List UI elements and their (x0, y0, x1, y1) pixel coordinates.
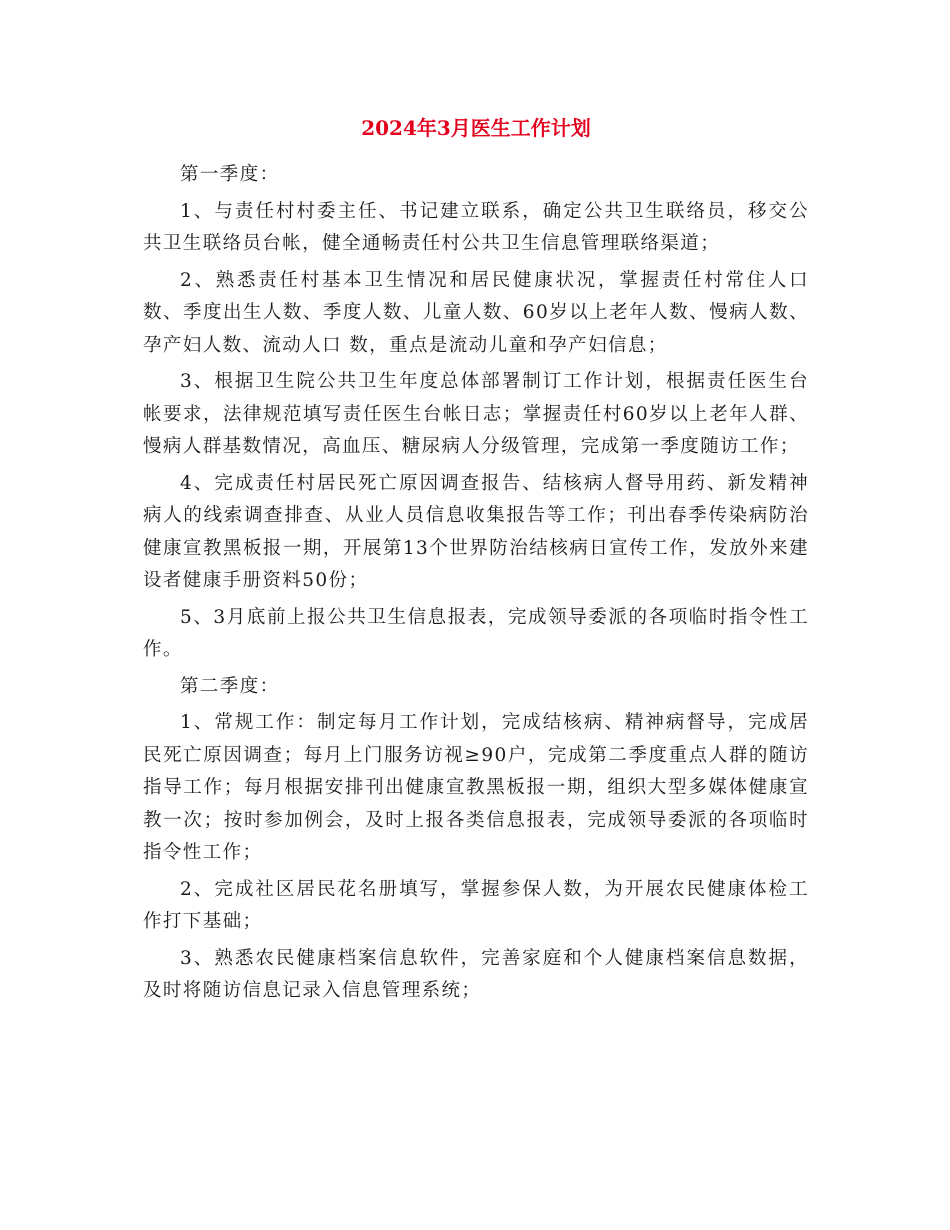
paragraph-q2-item-1: 1、常规工作：制定每月工作计划，完成结核病、精神病督导，完成居民死亡原因调查；每月上门服务访视≥90户，完成第二季度重点人群的随访指导工作；每月根据安排刊出健康宣教黑板报一期，组织大型多媒体健康宣教一次；按时参加例会，及时上报各类信息报表，完成领导委派的各项临时指令性工作； (143, 712, 809, 863)
paragraph-q1-item-4: 4、完成责任村居民死亡原因调查报告、结核病人督导用药、新发精神病人的线索调查排查、从业人员信息收集报告等工作；刊出春季传染病防治健康宣教黑板报一期，开展第13个世界防治结核病日宣传工作，发放外来建设者健康手册资料50份； (143, 472, 809, 591)
section-heading-q1: 第一季度： (180, 164, 280, 185)
paragraph-q2-item-3: 3、熟悉农民健康档案信息软件，完善家庭和个人健康档案信息数据，及时将随访信息记录入信息管理系统； (143, 947, 809, 1001)
paragraph-q2-item-2: 2、完成社区居民花名册填写，掌握参保人数，为开展农民健康体检工作打下基础； (143, 878, 809, 932)
document-title: 2024年3月医生工作计划 (361, 116, 591, 140)
section-heading-q2: 第二季度： (180, 675, 280, 697)
paragraph-q1-item-1: 1、与责任村村委主任、书记建立联系，确定公共卫生联络员，移交公共卫生联络员台帐，健全通畅责任村公共卫生信息管理联络渠道； (143, 200, 809, 254)
paragraph-q1-item-2: 2、熟悉责任村基本卫生情况和居民健康状况，掌握责任村常住人口数、季度出生人数、季度人数、儿童人数、60岁以上老年人数、慢病人数、孕产妇人数、流动人口 数，重点是流动儿童和孕产妇信息； (143, 269, 809, 356)
document-body (143, 110, 809, 1008)
paragraph-q1-item-3: 3、根据卫生院公共卫生年度总体部署制订工作计划，根据责任医生台帐要求，法律规范填写责任医生台帐日志；掌握责任村60岁以上老年人群、慢病人群基数情况，高血压、糖尿病人分级管理，完成第一季度随访工作； (143, 371, 809, 457)
paragraph-q1-item-5: 5、3月底前上报公共卫生信息报表，完成领导委派的各项临时指令性工作。 (143, 606, 809, 660)
